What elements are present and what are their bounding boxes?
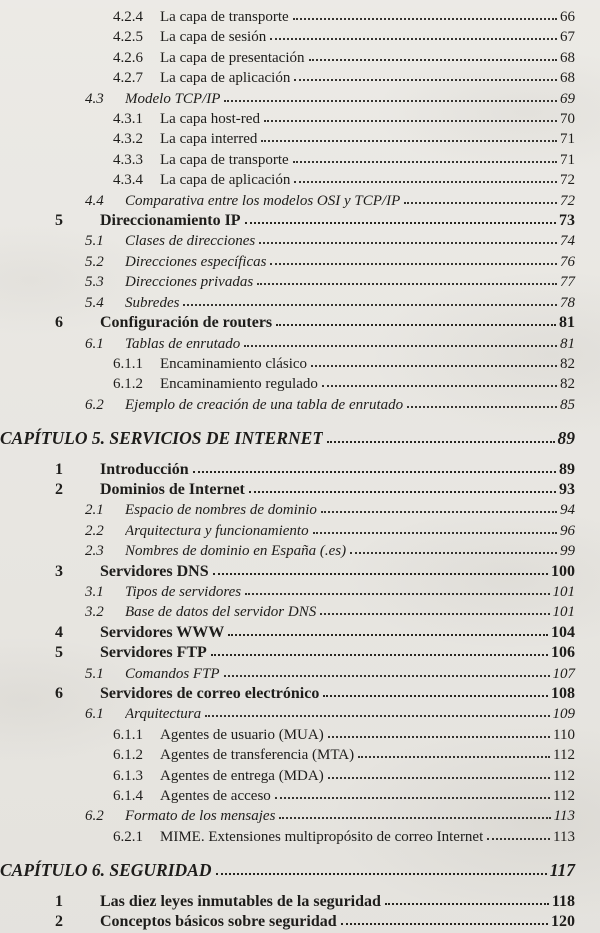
entry-number: 5.1 — [85, 665, 104, 682]
entry-page-number: 68 — [560, 49, 575, 66]
entry-title: Modelo TCP/IP — [125, 90, 221, 107]
dot-leader — [245, 591, 549, 595]
entry-title: Tablas de enrutado — [125, 335, 241, 352]
toc-entry — [0, 562, 600, 582]
dot-leader — [323, 693, 548, 697]
dot-leader — [244, 343, 557, 347]
entry-number: 2.1 — [85, 502, 104, 519]
toc-entry — [0, 170, 600, 190]
chapter-heading — [0, 428, 600, 448]
table-of-contents — [0, 7, 600, 932]
toc-entry — [0, 68, 600, 88]
toc-entry — [0, 643, 600, 663]
dot-leader — [261, 138, 557, 142]
entry-title: La capa de aplicación — [160, 172, 291, 189]
toc-entry — [0, 892, 600, 912]
toc-entry — [0, 89, 600, 109]
entry-number: 4.2.7 — [113, 70, 143, 87]
dot-leader — [270, 261, 557, 265]
toc-entry — [0, 704, 600, 724]
toc-entry — [0, 354, 600, 374]
entry-number: 6.1.1 — [113, 726, 143, 743]
entry-title: Arquitectura y funcionamiento — [125, 522, 309, 539]
toc-entry — [0, 211, 600, 231]
entry-number: 4.4 — [85, 192, 104, 209]
dot-leader — [183, 302, 557, 306]
entry-title: Servidores WWW — [100, 623, 225, 641]
dot-leader — [257, 281, 557, 285]
entry-number: 6.2 — [85, 396, 104, 413]
toc-entry — [0, 395, 600, 415]
entry-page-number: 69 — [560, 90, 575, 107]
entry-page-number: 117 — [549, 860, 575, 881]
dot-leader — [487, 836, 550, 840]
entry-title: Servidores DNS — [100, 562, 209, 580]
entry-page-number: 70 — [560, 111, 575, 128]
toc-entry — [0, 460, 600, 480]
dot-leader — [228, 632, 548, 636]
entry-page-number: 118 — [551, 892, 575, 910]
entry-title: Espacio de nombres de dominio — [125, 502, 317, 519]
entry-title: Direcciones específicas — [125, 253, 267, 270]
dot-leader — [249, 489, 556, 493]
entry-page-number: 120 — [551, 913, 575, 931]
entry-number: 5 — [55, 644, 63, 662]
entry-number: 4.3.1 — [113, 111, 143, 128]
entry-page-number: 77 — [560, 274, 575, 291]
entry-number: 6.1.2 — [113, 747, 143, 764]
entry-number: 6.1 — [85, 706, 104, 723]
entry-page-number: 101 — [552, 604, 575, 621]
toc-entry — [0, 231, 600, 251]
entry-page-number: 112 — [553, 767, 575, 784]
entry-title: La capa de aplicación — [160, 70, 291, 87]
entry-page-number: 93 — [559, 480, 575, 498]
entry-page-number: 82 — [560, 376, 575, 393]
entry-title: La capa de transporte — [160, 151, 289, 168]
dot-leader — [245, 220, 556, 224]
entry-page-number: 72 — [560, 172, 575, 189]
entry-number: 6.1.4 — [113, 788, 143, 805]
entry-title: Dominios de Internet — [100, 480, 245, 498]
entry-title: MIME. Extensiones multipropósito de correo Internet — [160, 828, 484, 845]
toc-entry — [0, 129, 600, 149]
toc-entry — [0, 623, 600, 643]
entry-title: Servidores FTP — [100, 644, 207, 662]
dot-leader — [327, 439, 554, 443]
entry-number: 6 — [55, 685, 63, 702]
dot-leader — [264, 118, 557, 122]
entry-page-number: 112 — [553, 788, 575, 805]
entry-title: Agentes de entrega (MDA) — [160, 767, 324, 784]
entry-page-number: 107 — [552, 665, 575, 682]
entry-number: 4 — [55, 623, 63, 641]
toc-entry — [0, 541, 600, 561]
dot-leader — [350, 550, 557, 554]
entry-number: 6.2 — [85, 808, 104, 825]
entry-title: La capa de presentación — [160, 49, 305, 66]
entry-title: Encaminamiento regulado — [160, 376, 318, 393]
entry-page-number: 99 — [560, 543, 575, 560]
entry-number: 3.2 — [85, 604, 104, 621]
toc-entry — [0, 500, 600, 520]
entry-page-number: 104 — [551, 623, 575, 641]
entry-page-number: 109 — [552, 706, 575, 723]
dot-leader — [193, 469, 556, 473]
dot-leader — [294, 179, 557, 183]
toc-entry — [0, 766, 600, 786]
toc-entry — [0, 7, 600, 27]
dot-leader — [407, 404, 557, 408]
entry-number: 4.2.6 — [113, 49, 143, 66]
entry-title: Agentes de acceso — [160, 788, 271, 805]
entry-title: Comandos FTP — [125, 665, 220, 682]
dot-leader — [224, 98, 557, 102]
entry-title: Direcciones privadas — [125, 274, 254, 291]
toc-entry — [0, 827, 600, 847]
toc-entry — [0, 745, 600, 765]
entry-title: Comparativa entre los modelos OSI y TCP/IP — [125, 192, 401, 209]
entry-number: 3.1 — [85, 583, 104, 600]
entry-number: 6 — [55, 314, 63, 332]
entry-page-number: 100 — [551, 562, 575, 580]
entry-page-number: 76 — [560, 253, 575, 270]
dot-leader — [224, 673, 550, 677]
entry-number: 4.3 — [85, 90, 104, 107]
dot-leader — [294, 77, 557, 81]
entry-page-number: 110 — [553, 726, 575, 743]
entry-page-number: 94 — [560, 502, 575, 519]
entry-page-number: 81 — [560, 335, 575, 352]
entry-title: Conceptos básicos sobre seguridad — [100, 913, 337, 931]
toc-entry — [0, 272, 600, 292]
entry-title: Agentes de transferencia (MTA) — [160, 747, 355, 764]
entry-page-number: 106 — [551, 644, 575, 662]
entry-title: CAPÍTULO 6. SEGURIDAD — [0, 860, 212, 881]
entry-number: 6.1 — [85, 335, 104, 352]
toc-entry — [0, 786, 600, 806]
entry-title: Clases de direcciones — [125, 233, 256, 250]
toc-entry — [0, 191, 600, 211]
toc-entry — [0, 684, 600, 704]
toc-entry — [0, 582, 600, 602]
entry-number: 5.3 — [85, 274, 104, 291]
dot-leader — [328, 734, 550, 738]
entry-page-number: 74 — [560, 233, 575, 250]
dot-leader — [309, 57, 558, 61]
entry-page-number: 67 — [560, 29, 575, 46]
entry-page-number: 113 — [553, 828, 575, 845]
toc-entry — [0, 480, 600, 500]
entry-number: 1 — [55, 460, 63, 478]
entry-title: Agentes de usuario (MUA) — [160, 726, 324, 743]
entry-title: Tipos de servidores — [125, 583, 242, 600]
entry-page-number: 78 — [560, 294, 575, 311]
toc-entry — [0, 27, 600, 47]
entry-title: Subredes — [125, 294, 180, 311]
entry-title: Ejemplo de creación de una tabla de enrutado — [125, 396, 404, 413]
toc-entry — [0, 252, 600, 272]
entry-number: 4.3.2 — [113, 131, 143, 148]
dot-leader — [276, 322, 556, 326]
toc-entry — [0, 109, 600, 129]
dot-leader — [358, 754, 550, 758]
entry-title: La capa de transporte — [160, 9, 289, 25]
entry-number: 2 — [55, 913, 63, 931]
entry-number: 4.3.3 — [113, 151, 143, 168]
dot-leader — [211, 652, 548, 656]
entry-title: Introducción — [100, 460, 189, 478]
dot-leader — [293, 159, 557, 163]
dot-leader — [275, 795, 550, 799]
entry-page-number: 81 — [559, 314, 575, 332]
entry-number: 2.2 — [85, 522, 104, 539]
entry-page-number: 85 — [560, 396, 575, 413]
toc-entry — [0, 912, 600, 932]
dot-leader — [322, 383, 557, 387]
entry-title: Las diez leyes inmutables de la seguridad — [100, 892, 381, 910]
dot-leader — [320, 611, 549, 615]
entry-page-number: 71 — [560, 151, 575, 168]
dot-leader — [321, 509, 557, 513]
entry-title: CAPÍTULO 5. SERVICIOS DE INTERNET — [0, 428, 324, 449]
entry-title: Servidores de correo electrónico — [100, 685, 320, 702]
toc-entry — [0, 725, 600, 745]
entry-page-number: 72 — [560, 192, 575, 209]
toc-entry — [0, 806, 600, 826]
entry-page-number: 113 — [553, 808, 575, 825]
toc-entry — [0, 664, 600, 684]
dot-leader — [293, 16, 557, 20]
entry-page-number: 82 — [560, 355, 575, 372]
dot-leader — [205, 713, 549, 717]
dot-leader — [213, 571, 548, 575]
entry-number: 4.2.5 — [113, 29, 143, 46]
entry-number: 6.1.1 — [113, 355, 143, 372]
entry-number: 2 — [55, 480, 63, 498]
dot-leader — [404, 200, 557, 204]
entry-number: 5.2 — [85, 253, 104, 270]
entry-number: 6.2.1 — [113, 828, 143, 845]
toc-entry — [0, 374, 600, 394]
entry-title: Configuración de routers — [100, 314, 273, 332]
entry-page-number: 101 — [552, 583, 575, 600]
dot-leader — [385, 901, 549, 905]
toc-entry — [0, 150, 600, 170]
toc-entry — [0, 313, 600, 333]
entry-title: Nombres de dominio en España (.es) — [125, 543, 347, 560]
entry-number: 5.1 — [85, 233, 104, 250]
entry-page-number: 96 — [560, 522, 575, 539]
entry-title: Formato de los mensajes — [125, 808, 276, 825]
entry-title: Arquitectura — [125, 706, 202, 723]
entry-page-number: 68 — [560, 70, 575, 87]
entry-page-number: 89 — [557, 428, 575, 449]
entry-title: Encaminamiento clásico — [160, 355, 308, 372]
entry-page-number: 112 — [553, 747, 575, 764]
chapter-heading — [0, 860, 600, 880]
entry-page-number: 71 — [560, 131, 575, 148]
entry-number: 4.2.4 — [113, 9, 143, 25]
toc-entry — [0, 334, 600, 354]
dot-leader — [328, 775, 550, 779]
entry-page-number: 73 — [559, 212, 575, 230]
dot-leader — [313, 530, 557, 534]
entry-number: 5.4 — [85, 294, 104, 311]
entry-number: 6.1.3 — [113, 767, 143, 784]
entry-title: Direccionamiento IP — [100, 212, 241, 230]
entry-title: La capa host-red — [160, 111, 260, 128]
entry-page-number: 66 — [560, 9, 575, 25]
entry-title: Base de datos del servidor DNS — [125, 604, 317, 621]
toc-entry — [0, 48, 600, 68]
entry-number: 5 — [55, 212, 63, 230]
toc-entry — [0, 293, 600, 313]
entry-number: 4.3.4 — [113, 172, 143, 189]
dot-leader — [270, 36, 557, 40]
entry-title: La capa interred — [160, 131, 258, 148]
dot-leader — [259, 240, 557, 244]
entry-number: 1 — [55, 892, 63, 910]
dot-leader — [216, 871, 547, 875]
dot-leader — [311, 363, 557, 367]
toc-entry — [0, 602, 600, 622]
toc-entry — [0, 521, 600, 541]
entry-number: 6.1.2 — [113, 376, 143, 393]
entry-title: La capa de sesión — [160, 29, 267, 46]
entry-page-number: 89 — [559, 460, 575, 478]
dot-leader — [341, 921, 548, 925]
entry-page-number: 108 — [551, 685, 575, 702]
entry-number: 2.3 — [85, 543, 104, 560]
dot-leader — [279, 815, 550, 819]
entry-number: 3 — [55, 562, 63, 580]
